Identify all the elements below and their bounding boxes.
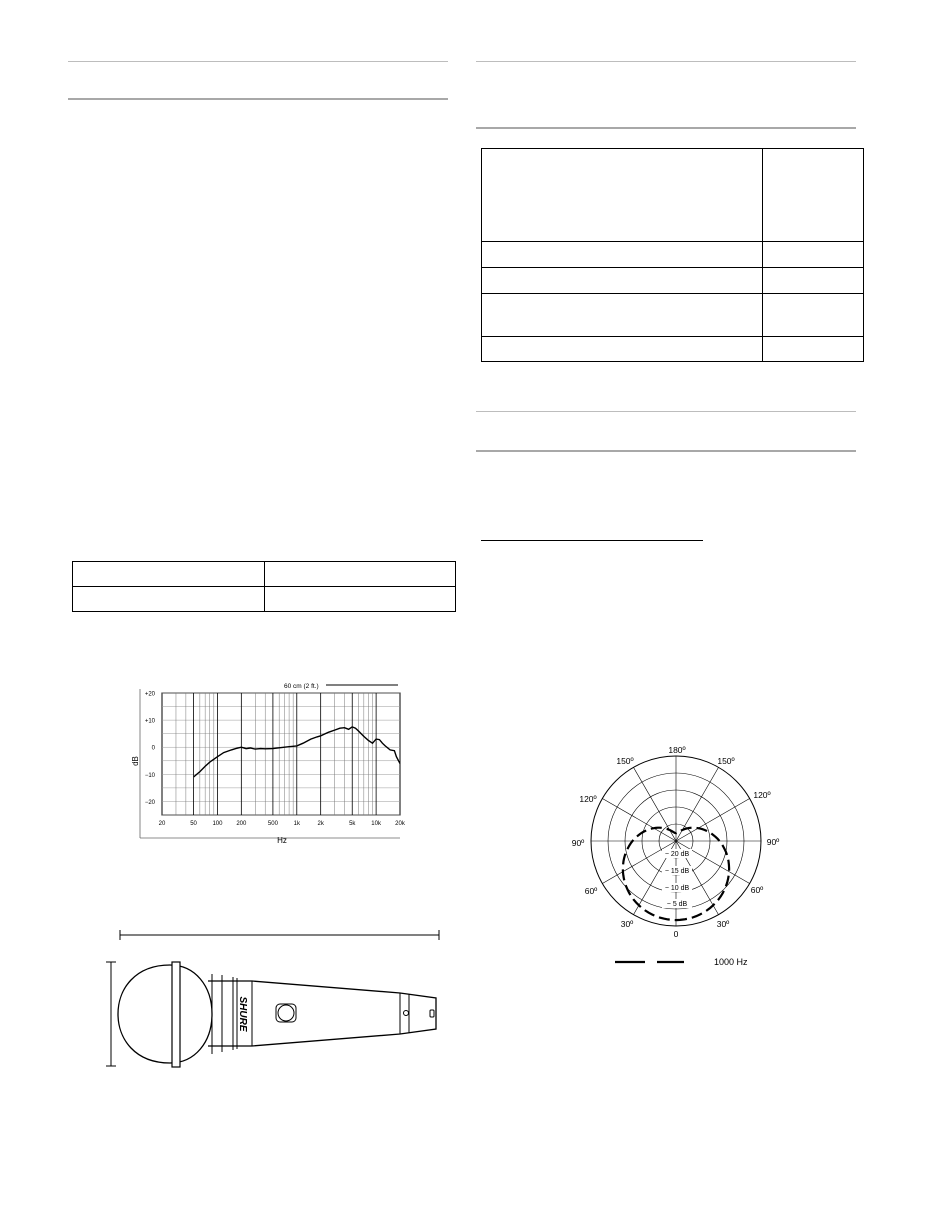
y-tick-label: −20 — [144, 799, 155, 806]
table-cell — [763, 294, 864, 337]
angle-label-120-left: 120º — [579, 794, 597, 804]
x-tick-label: 5k — [349, 821, 356, 827]
table-cell — [763, 337, 864, 362]
ring-label: − 5 dB — [666, 901, 688, 908]
table-row — [482, 149, 864, 242]
table-cell — [763, 242, 864, 268]
y-tick-label: +20 — [144, 691, 155, 698]
chart-frame — [140, 689, 400, 838]
x-tick-label: 1k — [293, 821, 300, 827]
x-tick-label: 200 — [236, 821, 247, 827]
table-cell — [482, 294, 763, 337]
table-row — [73, 587, 456, 612]
left-spec-table — [72, 561, 456, 612]
table-row — [482, 337, 864, 362]
x-tick-label: 10k — [371, 821, 381, 827]
polar-legend — [615, 957, 748, 967]
table-cell — [482, 149, 763, 242]
angle-label-30-left: 30º — [620, 919, 634, 929]
left-section-rule-top — [68, 61, 448, 62]
x-axis-label: Hz — [277, 836, 287, 845]
angle-label-30-right: 30º — [716, 919, 730, 929]
angle-label-90-left: 90º — [571, 838, 585, 848]
left-section-rule-bottom — [68, 98, 448, 100]
y-tick-label: −10 — [144, 772, 155, 779]
table-row — [482, 268, 864, 294]
y-tick-label: +10 — [144, 718, 155, 725]
table-cell — [763, 149, 864, 242]
right-spec-table — [481, 148, 864, 362]
table-cell — [73, 587, 265, 612]
microphone-drawing — [100, 925, 450, 1075]
ring-labels — [662, 849, 692, 908]
frequency-response-chart — [120, 675, 420, 850]
table-row — [73, 562, 456, 587]
table-row — [482, 294, 864, 337]
distance-label: 60 cm (2 ft.) — [284, 683, 319, 690]
ring-label: − 10 dB — [664, 885, 690, 892]
angle-label-90-right: 90º — [766, 837, 780, 847]
right-section-rule-top — [476, 61, 856, 62]
diameter-dimension-line — [106, 962, 116, 1066]
y-tick-label: 0 — [151, 745, 155, 752]
x-tick-label: 100 — [212, 821, 223, 827]
right-section2-rule-bottom — [476, 450, 856, 452]
legend-label: 1000 Hz — [714, 957, 748, 967]
table-cell — [482, 337, 763, 362]
underline-rule — [481, 540, 703, 541]
angle-label-180: 180º — [668, 745, 686, 755]
x-tick-labels — [159, 821, 406, 827]
x-tick-label: 20k — [395, 821, 405, 827]
angle-label-150-right: 150º — [717, 756, 735, 766]
angle-label-0: 0 — [673, 929, 679, 939]
x-tick-label: 50 — [190, 821, 197, 827]
right-section2-rule-top — [476, 411, 856, 412]
y-tick-labels — [145, 692, 156, 806]
table-cell — [265, 587, 456, 612]
chart-grid — [162, 693, 400, 815]
x-tick-label: 500 — [267, 821, 278, 827]
x-tick-label: 2k — [317, 821, 324, 827]
table-cell — [73, 562, 265, 587]
ring-label: − 20 dB — [664, 851, 690, 858]
ring-label: − 15 dB — [664, 868, 690, 875]
length-dimension-line — [120, 930, 439, 940]
polar-pattern-chart — [560, 740, 800, 975]
angle-label-150-left: 150º — [616, 756, 634, 766]
angle-label-60-right: 60º — [750, 885, 764, 895]
table-cell — [482, 268, 763, 294]
y-axis-label: dB — [131, 756, 140, 766]
table-cell — [482, 242, 763, 268]
table-cell — [763, 268, 864, 294]
table-cell — [265, 562, 456, 587]
microphone-body — [118, 962, 436, 1067]
x-tick-label: 20 — [158, 821, 166, 827]
brand-logo: SHURE — [237, 996, 248, 1032]
angle-label-120-right: 120º — [753, 790, 771, 800]
table-row — [482, 242, 864, 268]
right-section-rule-bottom — [476, 127, 856, 129]
angle-label-60-left: 60º — [584, 886, 598, 896]
